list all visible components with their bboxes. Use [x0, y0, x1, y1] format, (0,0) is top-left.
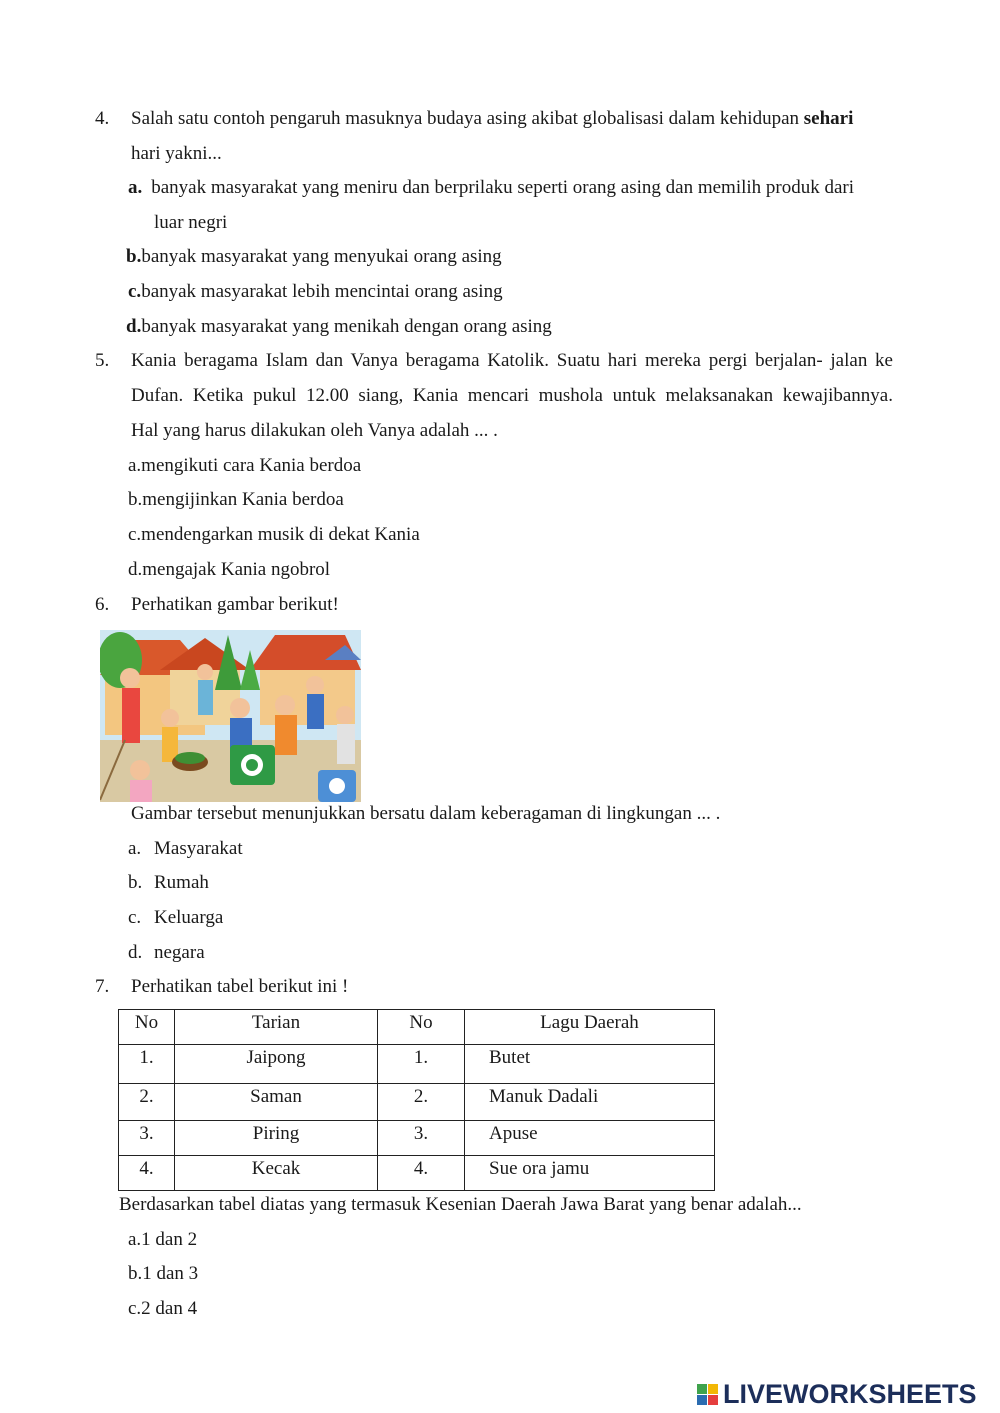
dance-song-table — [118, 1009, 715, 1191]
q6-option-b[interactable] — [128, 871, 209, 895]
q6-option-d[interactable] — [128, 941, 205, 965]
q4-option-d-label: d. — [126, 316, 142, 337]
table-header-cell: No — [378, 1010, 465, 1045]
q6-option-b-label: b. — [128, 872, 143, 893]
q7-number: 7. — [95, 976, 110, 997]
table-header-cell: Tarian — [175, 1010, 378, 1045]
liveworksheets-logo[interactable] — [697, 1378, 977, 1410]
table-cell: Sue ora jamu — [465, 1156, 715, 1191]
q6-option-a-text: Masyarakat — [154, 838, 243, 859]
q6-option-d-text: negara — [154, 942, 205, 963]
q6-prompt: Perhatikan gambar berikut! — [131, 594, 339, 615]
table-row — [119, 1121, 715, 1156]
q4-option-a[interactable] — [128, 176, 854, 200]
logo-square-red — [708, 1395, 718, 1405]
logo-square-green — [697, 1384, 707, 1394]
q5-option-b[interactable]: b.mengijinkan Kania berdoa — [128, 489, 344, 510]
table-row — [119, 1045, 715, 1084]
q7-question: Berdasarkan tabel diatas yang termasuk Kesenian Daerah Jawa Barat yang benar adalah... — [119, 1194, 802, 1215]
q4-option-a-line2: luar negri — [154, 212, 228, 233]
q5-question-line2: Dufan. Ketika pukul 12.00 siang, Kania mencari mushola untuk melaksanakan kewajibannya. — [131, 385, 893, 406]
table-cell: 4. — [378, 1156, 465, 1191]
q4-question-line1 — [131, 107, 853, 131]
table-row — [119, 1084, 715, 1121]
table-cell: Jaipong — [175, 1045, 378, 1084]
q4-option-c-text: banyak masyarakat lebih mencintai orang asing — [141, 281, 503, 302]
logo-square-blue — [697, 1395, 707, 1405]
table-cell: 2. — [119, 1084, 175, 1121]
liveworksheets-wordmark: LIVEWORKSHEETS — [723, 1378, 977, 1409]
q6-number: 6. — [95, 594, 110, 615]
q6-option-c[interactable] — [128, 906, 224, 930]
q6-option-c-label: c. — [128, 907, 142, 928]
q4-option-d[interactable] — [126, 315, 552, 339]
q4-option-a-label: a. — [128, 177, 143, 198]
q7-prompt: Perhatikan tabel berikut ini ! — [131, 976, 349, 997]
q4-option-b[interactable] — [126, 245, 502, 269]
q4-option-c-label: c. — [128, 281, 142, 302]
q4-question-line2: hari yakni... — [131, 143, 222, 164]
table-cell: Manuk Dadali — [465, 1084, 715, 1121]
q7-option-a[interactable]: a.1 dan 2 — [128, 1229, 198, 1250]
table-cell: Kecak — [175, 1156, 378, 1191]
q4-question-text: Salah satu contoh pengaruh masuknya budaya asing akibat globalisasi dalam kehidupan — [131, 108, 804, 129]
table-cell: 2. — [378, 1084, 465, 1121]
q5-option-d[interactable]: d.mengajak Kania ngobrol — [128, 559, 331, 580]
table-cell: 3. — [119, 1121, 175, 1156]
q6-question: Gambar tersebut menunjukkan bersatu dalam keberagaman di lingkungan ... . — [131, 803, 721, 824]
liveworksheets-mark-icon — [697, 1384, 718, 1405]
table-cell: Saman — [175, 1084, 378, 1121]
q5-option-a[interactable]: a.mengikuti cara Kania berdoa — [128, 455, 362, 476]
q4-option-d-text: banyak masyarakat yang menikah dengan orang asing — [141, 316, 552, 337]
table-cell: Apuse — [465, 1121, 715, 1156]
table-cell: 1. — [119, 1045, 175, 1084]
q6-option-d-label: d. — [128, 942, 143, 963]
q4-option-b-label: b. — [126, 246, 142, 267]
q6-option-a-label: a. — [128, 838, 142, 859]
table-cell: Piring — [175, 1121, 378, 1156]
q7-option-b[interactable]: b.1 dan 3 — [128, 1263, 199, 1284]
q5-question-line3: Hal yang harus dilakukan oleh Vanya adalah ... . — [131, 420, 498, 441]
table-header-row — [119, 1010, 715, 1045]
table-row — [119, 1156, 715, 1191]
q4-number: 4. — [95, 108, 110, 129]
q6-option-c-text: Keluarga — [154, 907, 224, 928]
q6-option-a[interactable] — [128, 837, 243, 861]
table-cell: Butet — [465, 1045, 715, 1084]
q4-question-bold: sehari — [803, 108, 854, 129]
table-header-cell: No — [119, 1010, 175, 1045]
q5-number: 5. — [95, 350, 110, 371]
q4-option-b-text: banyak masyarakat yang menyukai orang asing — [141, 246, 502, 267]
q4-option-c[interactable] — [128, 280, 503, 304]
community-cleanup-illustration — [100, 630, 361, 802]
q4-option-a-text: banyak masyarakat yang meniru dan berprilaku seperti orang asing dan memilih produk dari — [151, 177, 855, 198]
q5-option-c[interactable]: c.mendengarkan musik di dekat Kania — [128, 524, 420, 545]
table-cell: 3. — [378, 1121, 465, 1156]
table-cell: 4. — [119, 1156, 175, 1191]
q5-question-line1: Kania beragama Islam dan Vanya beragama Katolik. Suatu hari mereka pergi berjalan- jalan ke — [131, 350, 893, 371]
q6-option-b-text: Rumah — [154, 872, 209, 893]
table-cell: 1. — [378, 1045, 465, 1084]
q7-option-c[interactable]: c.2 dan 4 — [128, 1298, 198, 1319]
table-header-cell: Lagu Daerah — [465, 1010, 715, 1045]
logo-square-yellow — [708, 1384, 718, 1394]
